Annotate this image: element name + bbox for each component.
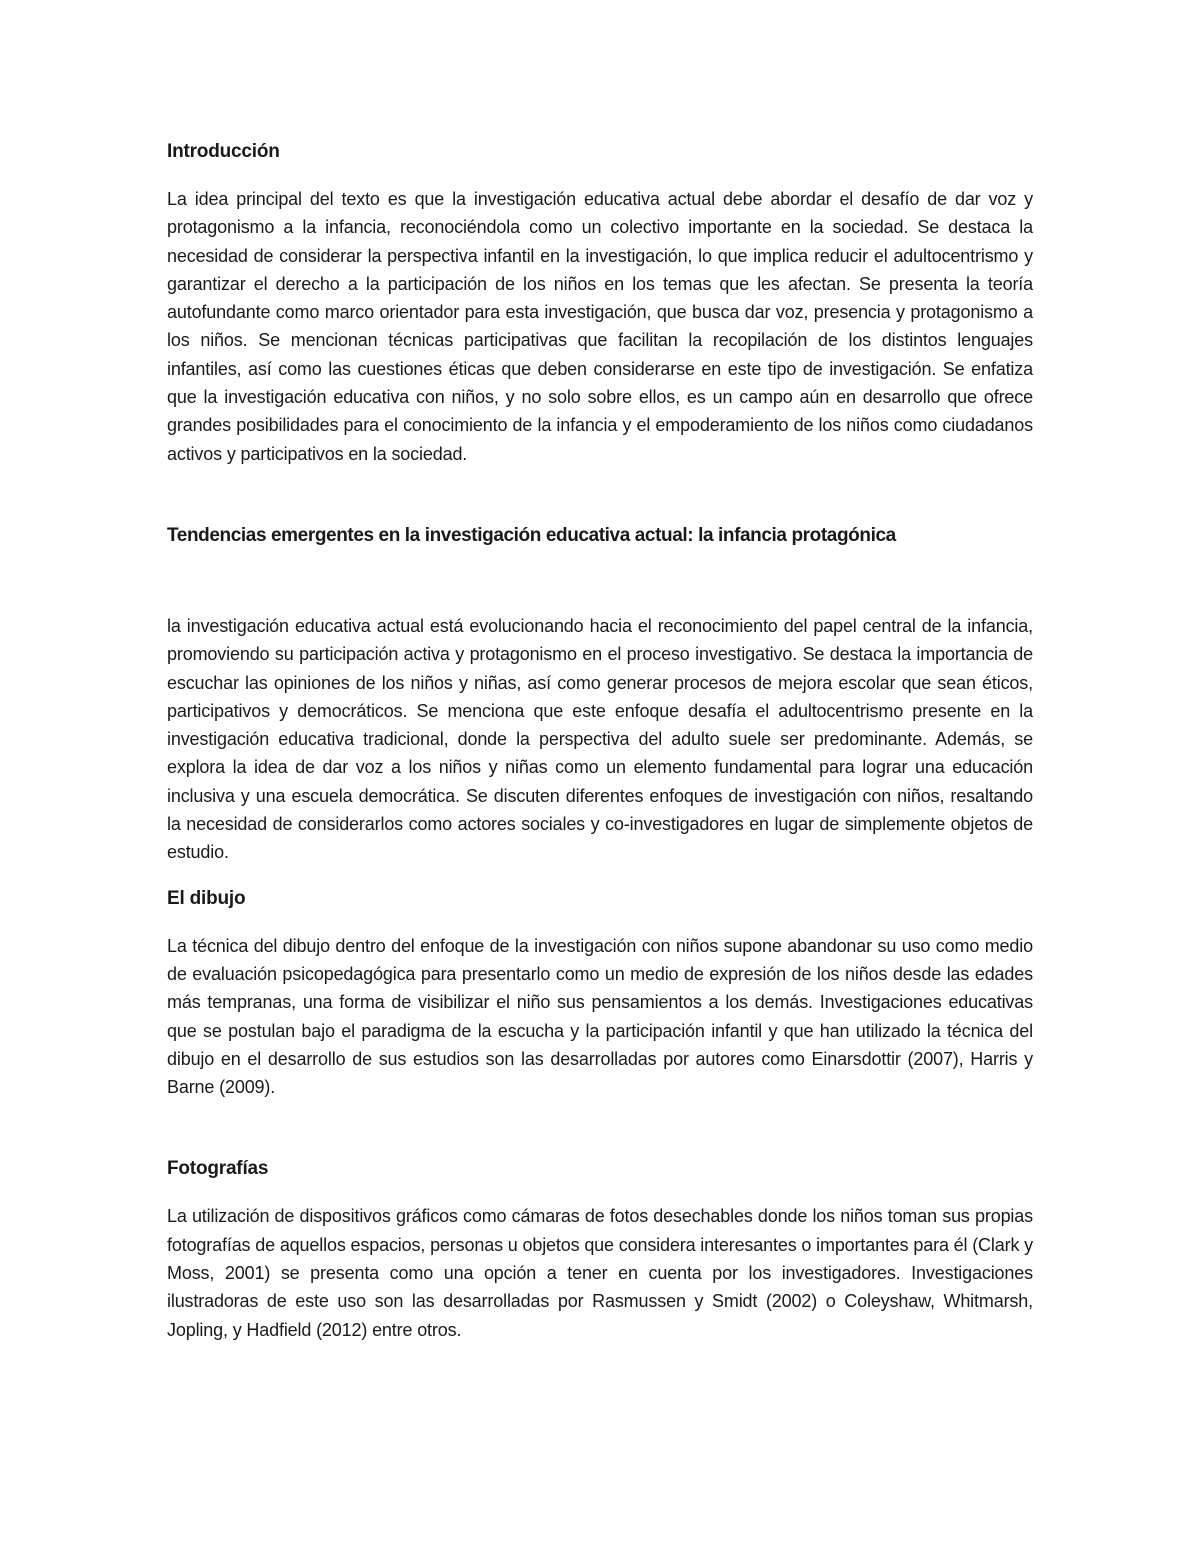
document-body <box>167 138 1033 1344</box>
section-paragraph-introduccion: La idea principal del texto es que la investigación educativa actual debe abordar el desafío de dar voz y protagonismo a la infancia, reconociéndola como un colectivo importante en la sociedad. Se destaca la necesidad de considerar la perspectiva infantil en la investigación, lo que implica reducir el adultocentrismo y garantizar el derecho a la participación de los niños en los temas que les afectan. Se presenta la teoría autofundante como marco orientador para esta investigación, que busca dar voz, presencia y protagonismo a los niños. Se mencionan técnicas participativas que facilitan la recopilación de los distintos lenguajes infantiles, así como las cuestiones éticas que deben considerarse en este tipo de investigación. Se enfatiza que la investigación educativa con niños, y no solo sobre ellos, es un campo aún en desarrollo que ofrece grandes posibilidades para el conocimiento de la infancia y el empoderamiento de los niños como ciudadanos activos y participativos en la sociedad. <box>167 189 1033 464</box>
section-heading-introduccion: Introducción <box>167 141 280 162</box>
section-paragraph-fotografias: La utilización de dispositivos gráficos como cámaras de fotos desechables donde los niños toman sus propias fotografías de aquellos espacios, personas u objetos que considera interesantes o importantes para él (Clark y Moss, 2001) se presenta como una opción a tener en cuenta por los investigadores. Investigaciones ilustradoras de este uso son las desarrolladas por Rasmussen y Smidt (2002) o Coleyshaw, Whitmarsh, Jopling, y Hadfield (2012) entre otros. <box>167 1206 1034 1340</box>
section-paragraph-tendencias: la investigación educativa actual está evolucionando hacia el reconocimiento del papel central de la infancia, promoviendo su participación activa y protagonismo en el proceso investigativo. Se destaca la importancia de escuchar las opiniones de los niños y niñas, así como generar procesos de mejora escolar que sean éticos, participativos y democráticos. Se menciona que este enfoque desafía el adultocentrismo presente en la investigación educativa tradicional, donde la perspectiva del adulto suele ser predominante. Además, se explora la idea de dar voz a los niños y niñas como un elemento fundamental para lograr una educación inclusiva y una escuela democrática. Se discuten diferentes enfoques de investigación con niños, resaltando la necesidad de considerarlos como actores sociales y co-investigadores en lugar de simplemente objetos de estudio. <box>167 615 1033 863</box>
section-heading-tendencias: Tendencias emergentes en la investigación educativa actual: la infancia protagónica <box>167 524 896 546</box>
section-heading-fotografias: Fotografías <box>167 1158 269 1180</box>
section-heading-dibujo: El dibujo <box>167 887 246 909</box>
section-paragraph-dibujo: La técnica del dibujo dentro del enfoque de la investigación con niños supone abandonar su uso como medio de evaluación psicopedagógica para presentarlo como un medio de expresión de los niños desde las edades más tempranas, una forma de visibilizar el niño sus pensamientos a los demás. Investigaciones educativas que se postulan bajo el paradigma de la escucha y la participación infantil y que han utilizado la técnica del dibujo en el desarrollo de sus estudios son las desarrolladas por autores como Einarsdottir (2007), Harris y Barne (2009). <box>167 935 1033 1098</box>
